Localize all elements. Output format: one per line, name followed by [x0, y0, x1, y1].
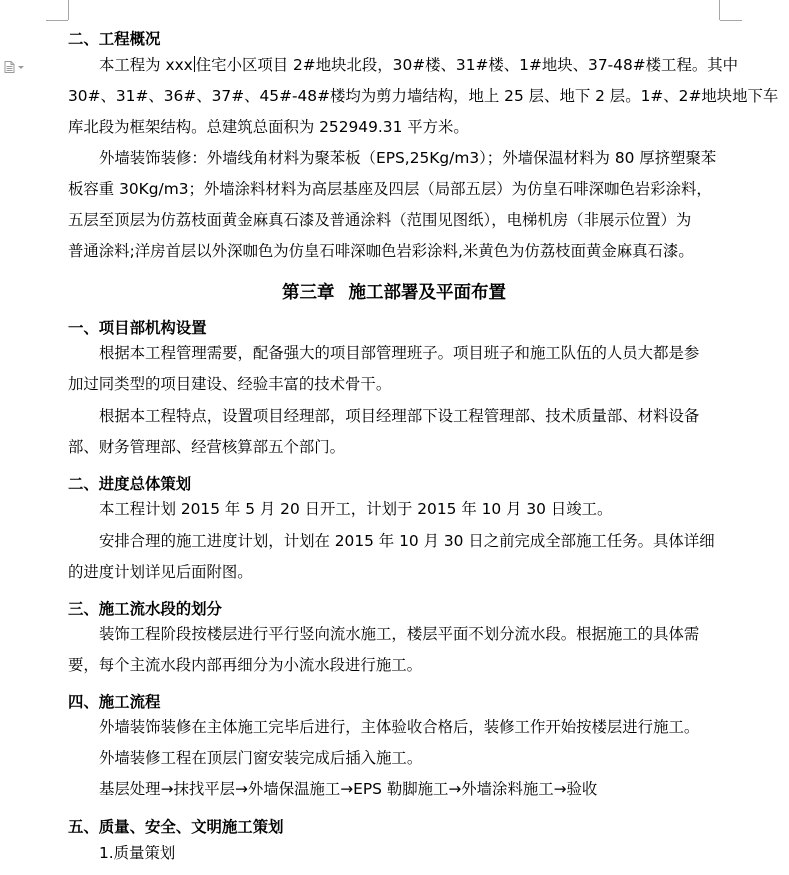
paragraph-line: 装饰工程阶段按楼层进行平行竖向流水施工，楼层平面不划分流水段。根据施工的具体需	[99, 625, 700, 643]
document-options-icon[interactable]	[4, 61, 26, 73]
crop-mark-right-vertical	[719, 0, 720, 20]
paragraph-line: 五层至顶层为仿荔枝面黄金麻真石漆及普通涂料（范围见图纸），电梯机房（非展示位置）为	[68, 211, 692, 229]
section-heading-schedule: 二、进度总体策划	[68, 475, 192, 493]
text-cursor	[194, 56, 195, 72]
subsection-quality-plan: 1.质量策划	[99, 844, 176, 862]
text-run: 住宅小区项目 2#地块北段，30#楼、31#楼、1#地块、37-48#楼工程。其中	[195, 56, 739, 74]
paragraph-line: 根据本工程管理需要，配备强大的项目部管理班子。项目班子和施工队伍的人员大都是参	[99, 344, 700, 362]
paragraph-line: 普通涂料;洋房首层以外深咖色为仿皇石啡深咖色岩彩涂料,米黄色为仿荔枝面黄金麻真石漆。	[68, 242, 694, 260]
paragraph-line: 30#、31#、36#、37#、45#-48#楼均为剪力墙结构，地上 25 层、地下 2 层。1#、2#地块地下车	[68, 87, 779, 105]
section-heading-project-overview: 二、工程概况	[68, 30, 161, 48]
paragraph-line: 安排合理的施工进度计划，计划在 2015 年 10 月 30 日之前完成全部施工任务。具体详细	[99, 532, 715, 550]
paragraph-line: 加过同类型的项目建设、经验丰富的技术骨干。	[68, 375, 392, 393]
crop-mark-left-vertical	[68, 0, 69, 20]
paragraph-line: 部、财务管理部、经营核算部五个部门。	[68, 438, 346, 456]
paragraph-line: 本工程计划 2015 年 5 月 20 日开工，计划于 2015 年 10 月 30 日竣工。	[99, 500, 613, 518]
paragraph-line: 外墙装饰装修在主体施工完毕后进行，主体验收合格后，装修工作开始按楼层进行施工。	[99, 718, 700, 736]
crop-mark-right-horizontal	[720, 20, 742, 21]
paragraph-line: 的进度计划详见后面附图。	[68, 563, 253, 581]
chapter-name: 施工部署及平面布置	[348, 283, 506, 303]
section-heading-process: 四、施工流程	[68, 693, 161, 711]
paragraph-line: 基层处理→抹找平层→外墙保温施工→EPS 勒脚施工→外墙涂料施工→验收	[99, 780, 598, 798]
paragraph-line: 库北段为框架结构。总建筑总面积为 252949.31 平方米。	[68, 118, 469, 136]
text-run: 本工程为 xxx	[99, 56, 193, 74]
paragraph-line: 外墙装修工程在顶层门窗安装完成后插入施工。	[99, 749, 423, 767]
paragraph-line: 根据本工程特点，设置项目经理部，项目经理部下设工程管理部、技术质量部、材料设备	[99, 407, 700, 425]
paragraph-line: 板容重 30Kg/m3；外墙涂料材料为高层基座及四层（局部五层）为仿皇石啡深咖色岩彩涂料，	[68, 180, 712, 198]
chapter-number: 第三章	[282, 283, 335, 303]
paragraph-line: 外墙装饰装修：外墙线角材料为聚苯板（EPS,25Kg/m3）；外墙保温材料为 80 厚挤塑聚苯	[99, 149, 717, 167]
crop-mark-left-horizontal	[46, 20, 68, 21]
section-heading-organization: 一、项目部机构设置	[68, 319, 207, 337]
section-heading-flow-division: 三、施工流水段的划分	[68, 600, 222, 618]
paragraph-line: 要，每个主流水段内部再细分为小流水段进行施工。	[68, 656, 422, 674]
chapter-title	[68, 283, 720, 303]
paragraph-line	[99, 55, 738, 75]
section-heading-quality-safety: 五、质量、安全、文明施工策划	[68, 818, 284, 836]
